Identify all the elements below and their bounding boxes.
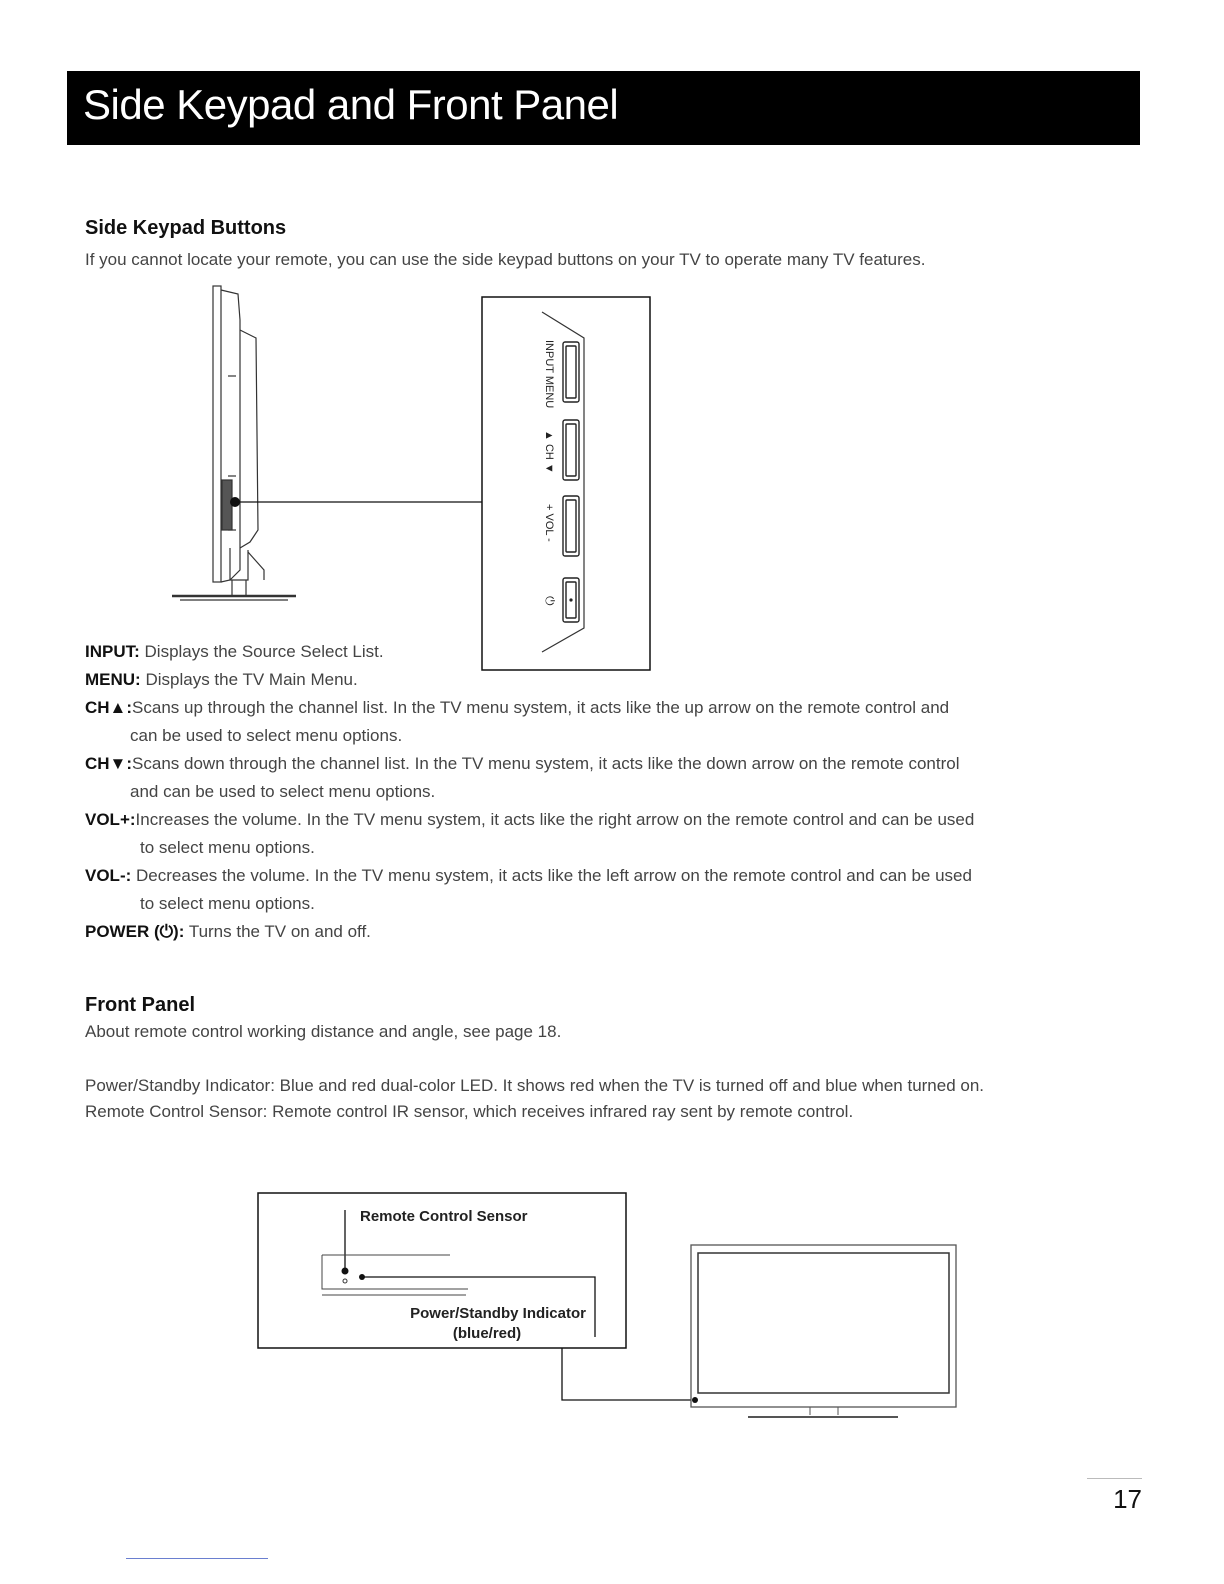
power-indicator-sublabel: (blue/red)	[452, 1325, 522, 1342]
definition-ch-up: CH▲:Scans up through the channel list. In the TV menu system, it acts like the up arrow on the remote control and can be used to select menu options.	[85, 698, 950, 745]
power-label: ⏻	[543, 596, 557, 606]
definition-power: POWER (⏻): Turns the TV on and off.	[85, 922, 371, 941]
page-number: 17	[1113, 1484, 1142, 1514]
side-keypad-heading: Side Keypad Buttons	[85, 217, 287, 239]
keypad-definitions	[85, 638, 1145, 946]
front-panel-heading: Front Panel	[85, 994, 196, 1016]
footer-rule	[126, 1558, 268, 1559]
definition-input: INPUT: Displays the Source Select List.	[85, 642, 384, 661]
ch-label: ▲ CH ▼	[543, 430, 555, 474]
remote-sensor-dot	[342, 1268, 349, 1275]
front-panel-indicator-text: Power/Standby Indicator: Blue and red dual-color LED. It shows red when the TV is turned off and blue when turned on.	[85, 1076, 985, 1095]
side-keypad-diagram	[160, 280, 660, 680]
side-keypad-intro: If you cannot locate your remote, you can use the side keypad buttons on your TV to operate many TV features.	[85, 250, 926, 269]
tv-screen	[698, 1253, 949, 1393]
definition-ch-down: CH▼:Scans down through the channel list. In the TV menu system, it acts like the down arrow on the remote control and can be used to select menu options.	[85, 754, 960, 801]
front-panel-diagram	[250, 1185, 970, 1430]
definition-menu: MENU: Displays the TV Main Menu.	[85, 670, 358, 689]
front-panel-intro: About remote control working distance and angle, see page 18.	[85, 1022, 562, 1041]
front-panel-sensor-text: Remote Control Sensor: Remote control IR sensor, which receives infrared ray sent by remote control.	[85, 1102, 854, 1121]
callout-leader	[562, 1348, 695, 1400]
tv-side-view	[172, 286, 296, 600]
definition-vol-up: VOL+:Increases the volume. In the TV menu system, it acts like the right arrow on the remote control and can be used to select menu options.	[85, 810, 975, 857]
page-number-rule	[1087, 1478, 1142, 1479]
vol-label: + VOL -	[543, 504, 555, 542]
page-title: Side Keypad and Front Panel	[83, 81, 619, 128]
input-menu-label: INPUT MENU	[543, 340, 555, 409]
page-title-bar	[67, 71, 1140, 145]
power-indicator-label: Power/Standby Indicator	[410, 1305, 586, 1322]
remote-sensor-label: Remote Control Sensor	[360, 1208, 528, 1225]
definition-vol-down: VOL-: Decreases the volume. In the TV menu system, it acts like the left arrow on the remote control and can be used to select menu options.	[85, 866, 972, 913]
